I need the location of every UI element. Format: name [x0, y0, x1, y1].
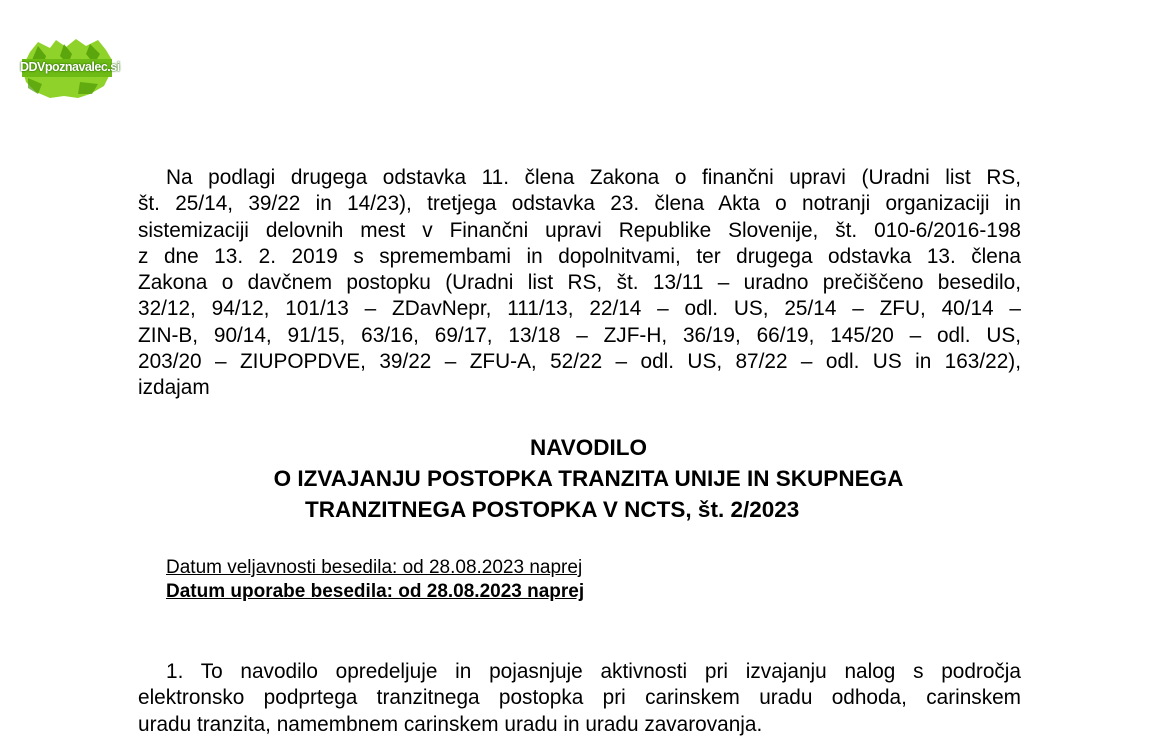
intro-line: z dne 13. 2. 2019 s spremembami in dopolnitvami, ter drugega odstavka 13. člena [138, 244, 1021, 268]
intro-line: sistemizaciji delovnih mest v Finančni upravi Republike Slovenije, št. 010-6/2016-198 [138, 218, 1021, 242]
item-1-paragraph [138, 659, 1021, 738]
intro-line: Na podlagi drugega odstavka 11. člena Zakona o finančni upravi (Uradni list RS, [166, 166, 1021, 189]
item-line: uradu tranzita, namembnem carinskem uradu in uradu zavarovanja. [138, 712, 763, 736]
title-line: O IZVAJANJU POSTOPKA TRANZITA UNIJE IN SKUPNEGA [273, 466, 904, 491]
intro-line: ZIN-B, 90/14, 91/15, 63/16, 69/17, 13/18 – ZJF-H, 36/19, 66/19, 145/20 – odl. US, [138, 323, 1021, 347]
intro-line: št. 25/14, 39/22 in 14/23), tretjega odstavka 23. člena Akta o notranji organizaciji in [138, 192, 1021, 216]
ddvpoznavalec-logo [20, 38, 120, 100]
intro-line: 32/12, 94/12, 101/13 – ZDavNepr, 111/13, 22/14 – odl. US, 25/14 – ZFU, 40/14 – [138, 297, 1021, 321]
validity-date: Datum veljavnosti besedila: od 28.08.2023 naprej [166, 557, 583, 578]
title-line: NAVODILO [529, 435, 648, 460]
usage-date: Datum uporabe besedila: od 28.08.2023 naprej [166, 581, 585, 602]
title-line: TRANZITNEGA POSTOPKA V NCTS, št. 2/2023 [305, 497, 800, 522]
document-title [138, 432, 1021, 525]
logo-text: DDVpoznavalec.si [20, 60, 120, 74]
intro-line: Zakona o davčnem postopku (Uradni list RS, št. 13/11 – uradno prečiščeno besedilo, [138, 271, 1021, 295]
intro-line: izdajam [138, 376, 210, 400]
item-line: 1. To navodilo opredeljuje in pojasnjuje aktivnosti pri izvajanju nalog s področja [166, 660, 1021, 683]
intro-paragraph [138, 165, 1021, 402]
item-line: elektronsko podprtega tranzitnega postopka pri carinskem uradu odhoda, carinskem [138, 686, 1021, 710]
intro-line: 203/20 – ZIUPOPDVE, 39/22 – ZFU-A, 52/22 – odl. US, 87/22 – odl. US in 163/22), [138, 350, 1021, 374]
